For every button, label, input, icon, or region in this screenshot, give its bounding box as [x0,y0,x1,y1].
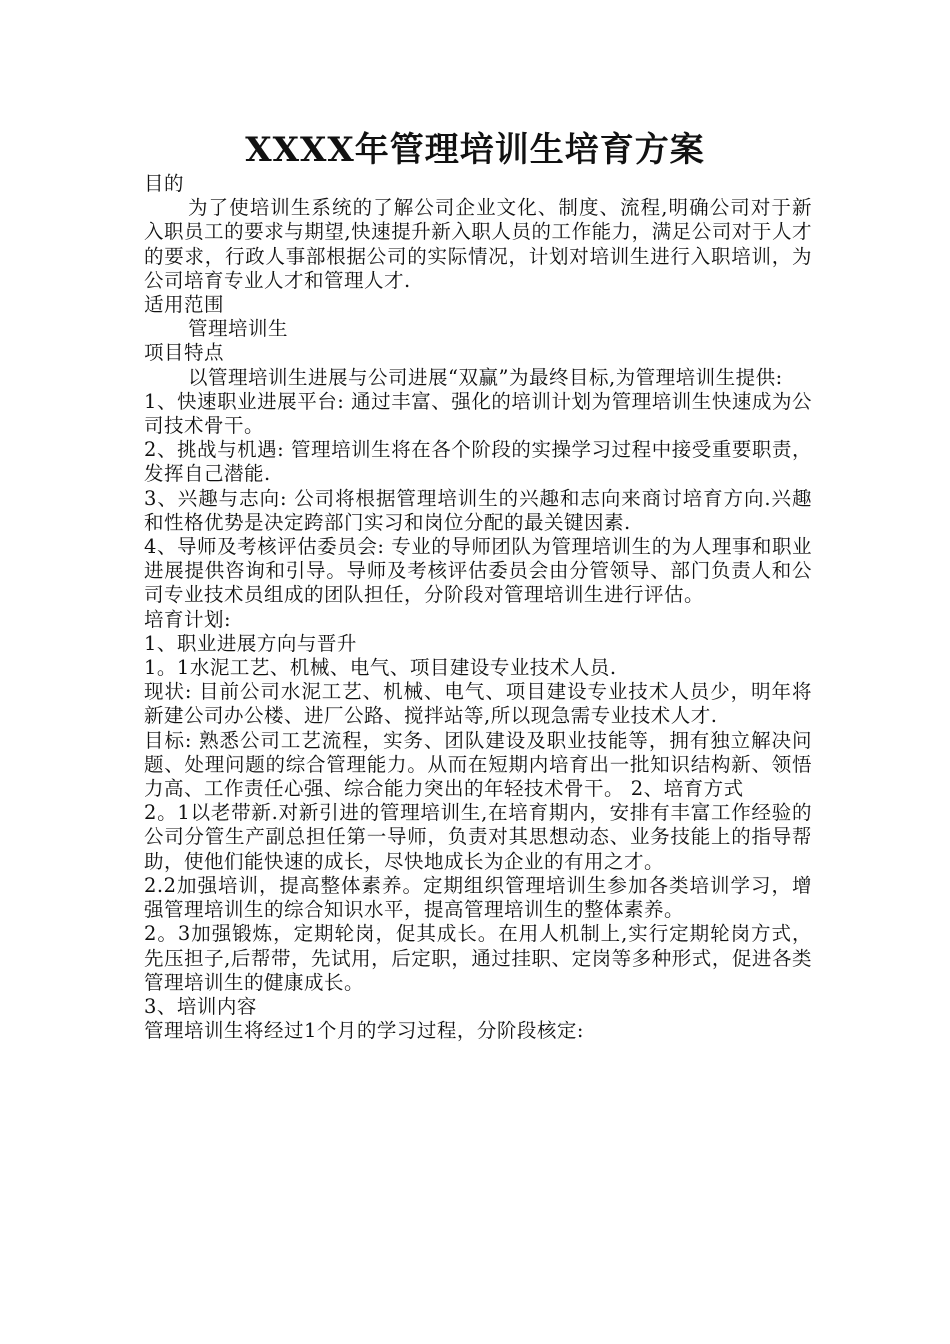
document-body [144,172,812,1043]
document-title: XXXX年管理培训生培育方案 [245,130,705,170]
paragraph: 目的 [144,172,185,195]
paragraph: 管理培训生将经过1个月的学习过程，分阶段核定: [144,1019,584,1043]
paragraph: 项目特点 [144,341,225,365]
paragraph: 现状: 目前公司水泥工艺、机械、电气、项目建设专业技术人员少，明年将新建公司办公楼、进厂公路、搅拌站等,所以现急需专业技术人才. [144,680,812,728]
paragraph: 3、培训内容 [144,994,257,1018]
paragraph: 2。3加强锻炼，定期轮岗，促其成长。在用人机制上,实行定期轮岗方式，先压担子,后帮带，先试用，后定职，通过挂职、定岗等多种形式，促进各类管理培训生的健康成长。 [144,922,812,994]
paragraph: 1、快速职业进展平台: 通过丰富、强化的培训计划为管理培训生快速成为公司技术骨干。 [144,389,812,438]
paragraph: 目标: 熟悉公司工艺流程，实务、团队建设及职业技能等，拥有独立解决问题、处理问题的综合管理能力。从而在短期内培育出一批知识结构新、领悟力高、工作责任心强、综合能力突出的年轻技术骨干。 2、培育方式 [144,728,812,801]
paragraph: 1。1水泥工艺、机械、电气、项目建设专业技术人员. [144,656,617,680]
paragraph: 为了使培训生系统的了解公司企业文化、制度、流程,明确公司对于新入职员工的要求与期望,快速提升新入职人员的工作能力，满足公司对于人才的要求，行政人事部根据公司的实际情况，计划对培训生进行入职培训，为公司培育专业人才和管理人才. [144,196,812,292]
paragraph: 2、挑战与机遇: 管理培训生将在各个阶段的实操学习过程中接受重要职责，发挥自己潜能. [144,438,812,486]
paragraph: 2.2加强培训，提高整体素养。定期组织管理培训生参加各类培训学习，增强管理培训生的综合知识水平，提高管理培训生的整体素养。 [144,873,812,922]
paragraph: 2。1以老带新.对新引进的管理培训生,在培育期内，安排有丰富工作经验的公司分管生产副总担任第一导师，负责对其思想动态、业务技能上的指导帮助，使他们能快速的成长，尽快地成长为企业的有用之才。 [144,801,812,873]
paragraph: 管理培训生 [188,317,289,341]
paragraph: 培育计划: [144,607,232,631]
paragraph: 4、导师及考核评估委员会: 专业的导师团队为管理培训生的为人理事和职业进展提供咨询和引导。导师及考核评估委员会由分管领导、部门负责人和公司专业技术员组成的团队担任，分阶段对管理培训生进行评估。 [144,535,812,607]
paragraph: 3、兴趣与志向: 公司将根据管理培训生的兴趣和志向来商讨培育方向.兴趣和性格优势是决定跨部门实习和岗位分配的最关键因素. [144,486,812,534]
paragraph: 适用范围 [144,293,225,317]
paragraph: 1、职业进展方向与晋升 [144,631,357,655]
paragraph: 以管理培训生进展与公司进展“双赢”为最终目标,为管理培训生提供: [188,365,783,389]
